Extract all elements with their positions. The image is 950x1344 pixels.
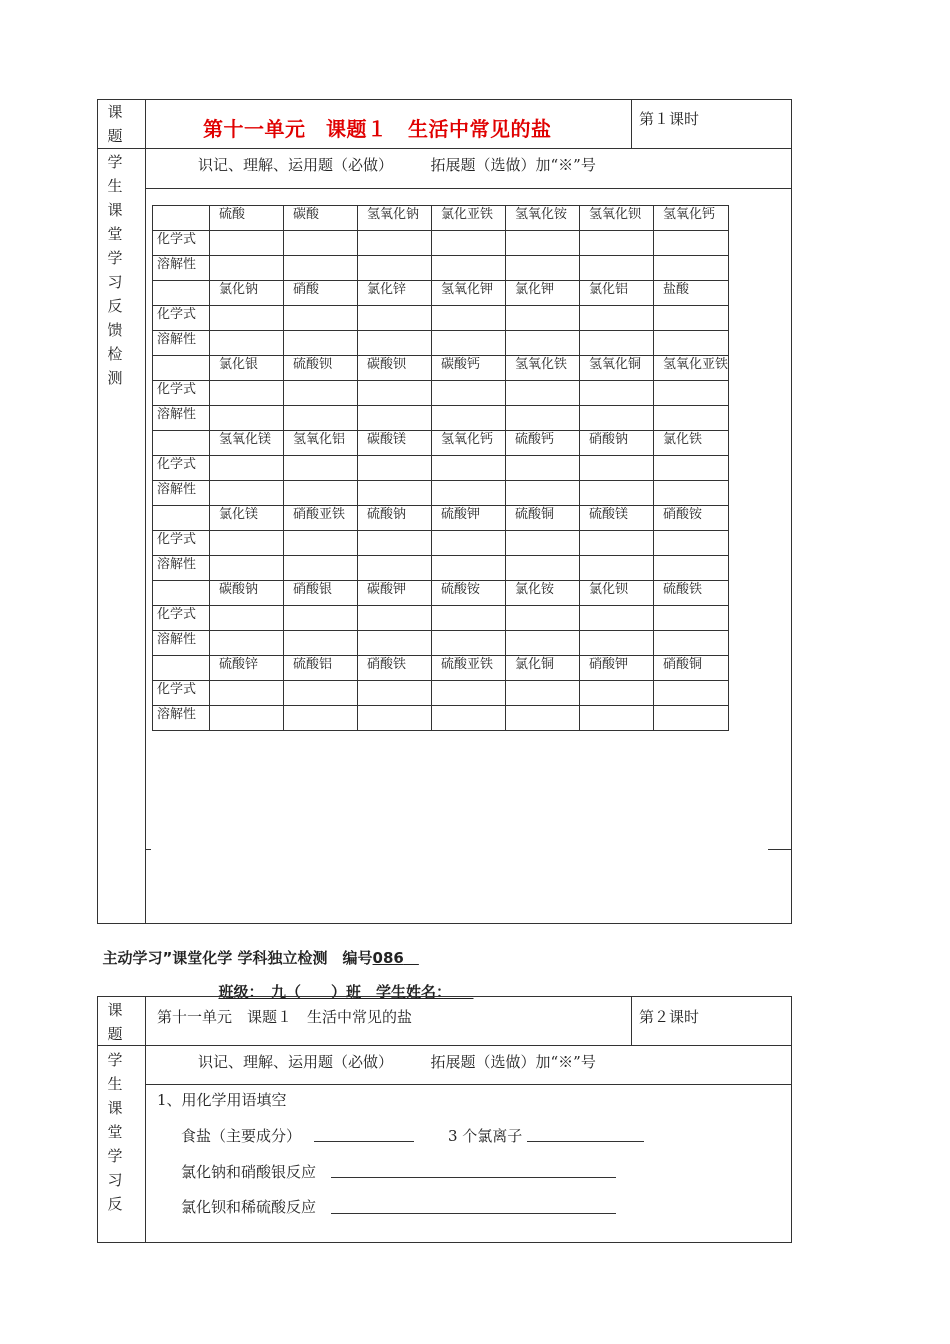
formula-answer-cell[interactable]: [284, 681, 358, 706]
compound-name-cell: 硝酸钠: [580, 431, 654, 456]
formula-row: [153, 606, 729, 631]
formula-answer-cell[interactable]: [506, 381, 580, 406]
compound-header-row: [153, 206, 729, 231]
class-name-line: 班级： 九（ ）班 学生姓名：: [218, 983, 444, 1001]
solubility-answer-cell[interactable]: [580, 331, 654, 356]
formula-answer-cell[interactable]: [654, 531, 729, 556]
solubility-answer-cell[interactable]: [506, 556, 580, 581]
compound-name-cell: 硝酸铁: [358, 656, 432, 681]
side-top-label-2: 课 题: [107, 1001, 123, 1043]
formula-label: 化学式: [153, 231, 210, 256]
lesson-title: 第十一单元 课题１ 生活中常见的盐: [203, 117, 552, 141]
solubility-answer-cell[interactable]: [284, 406, 358, 431]
compound-name-cell: 硝酸铜: [654, 656, 729, 681]
empty-label-cell: [153, 431, 210, 456]
solubility-answer-cell[interactable]: [432, 256, 506, 281]
solubility-label: 溶解性: [153, 481, 210, 506]
solubility-answer-cell[interactable]: [506, 406, 580, 431]
empty-label-cell: [153, 281, 210, 306]
formula-row: [153, 381, 729, 406]
formula-answer-cell[interactable]: [506, 531, 580, 556]
compound-name-cell: 氯化镁: [210, 506, 284, 531]
solubility-answer-cell[interactable]: [432, 331, 506, 356]
solubility-answer-cell[interactable]: [210, 481, 284, 506]
compound-name-cell: 碳酸镁: [358, 431, 432, 456]
compound-header-row: [153, 356, 729, 381]
solubility-answer-cell[interactable]: [580, 481, 654, 506]
empty-label-cell: [153, 206, 210, 231]
compound-name-cell: 硝酸钾: [580, 656, 654, 681]
formula-answer-cell[interactable]: [432, 306, 506, 331]
formula-answer-cell[interactable]: [654, 456, 729, 481]
compound-name-cell: 硝酸银: [284, 581, 358, 606]
solubility-answer-cell[interactable]: [210, 406, 284, 431]
solubility-answer-cell[interactable]: [284, 631, 358, 656]
compound-name-cell: 氢氧化铁: [506, 356, 580, 381]
solubility-row: [153, 331, 729, 356]
solubility-answer-cell[interactable]: [654, 631, 729, 656]
formula-answer-cell[interactable]: [654, 306, 729, 331]
compound-name-cell: 碳酸钾: [358, 581, 432, 606]
solubility-answer-cell[interactable]: [506, 331, 580, 356]
compound-name-cell: 硫酸铵: [432, 581, 506, 606]
compound-header-row: [153, 281, 729, 306]
right-tick: [768, 849, 792, 850]
solubility-answer-cell[interactable]: [580, 631, 654, 656]
answer-blank-1c[interactable]: [331, 1177, 616, 1178]
formula-answer-cell[interactable]: [506, 606, 580, 631]
solubility-answer-cell[interactable]: [654, 706, 729, 731]
solubility-answer-cell[interactable]: [506, 481, 580, 506]
solubility-answer-cell[interactable]: [506, 631, 580, 656]
formula-row: [153, 306, 729, 331]
formula-answer-cell[interactable]: [358, 606, 432, 631]
solubility-row: [153, 406, 729, 431]
compound-name-cell: 碳酸: [284, 206, 358, 231]
compound-name-cell: 氢氧化镁: [210, 431, 284, 456]
compound-name-cell: 碳酸钠: [210, 581, 284, 606]
answer-blank-1d[interactable]: [331, 1213, 616, 1214]
empty-label-cell: [153, 581, 210, 606]
formula-answer-cell[interactable]: [580, 456, 654, 481]
formula-label: 化学式: [153, 681, 210, 706]
lesson-period: 第１课时: [639, 110, 700, 128]
empty-label-cell: [153, 656, 210, 681]
formula-answer-cell[interactable]: [506, 456, 580, 481]
compound-header-row: [153, 431, 729, 456]
compound-name-cell: 硫酸铝: [284, 656, 358, 681]
solubility-answer-cell[interactable]: [284, 481, 358, 506]
formula-answer-cell[interactable]: [432, 531, 506, 556]
compound-name-cell: 硫酸锌: [210, 656, 284, 681]
compound-name-cell: 硫酸钾: [432, 506, 506, 531]
formula-answer-cell[interactable]: [284, 306, 358, 331]
subtitle-row-divider: [145, 188, 792, 189]
compound-name-cell: 氯化亚铁: [432, 206, 506, 231]
compound-name-cell: 硝酸铵: [654, 506, 729, 531]
solubility-label: 溶解性: [153, 331, 210, 356]
title-row-divider-2: [97, 1045, 792, 1046]
solubility-answer-cell[interactable]: [358, 631, 432, 656]
question-1d: 氯化钡和稀硫酸反应: [181, 1198, 317, 1216]
formula-row: [153, 456, 729, 481]
formula-answer-cell[interactable]: [210, 456, 284, 481]
formula-row: [153, 531, 729, 556]
compound-name-cell: 氢氧化钾: [432, 281, 506, 306]
test-number: 086: [372, 949, 404, 967]
compound-name-cell: 氢氧化钙: [432, 431, 506, 456]
formula-answer-cell[interactable]: [358, 531, 432, 556]
compound-name-cell: 氯化铁: [654, 431, 729, 456]
lesson-subtitle-2: 识记、理解、运用题（必做） 拓展题（选做）加“※”号: [198, 1053, 596, 1071]
formula-answer-cell[interactable]: [210, 606, 284, 631]
formula-answer-cell[interactable]: [210, 381, 284, 406]
compound-name-cell: 硫酸铜: [506, 506, 580, 531]
formula-answer-cell[interactable]: [654, 231, 729, 256]
formula-answer-cell[interactable]: [432, 456, 506, 481]
compound-name-cell: 氯化钠: [210, 281, 284, 306]
compound-name-cell: 氢氧化钡: [580, 206, 654, 231]
compound-name-cell: 氯化钾: [506, 281, 580, 306]
compound-header-row: [153, 581, 729, 606]
solubility-answer-cell[interactable]: [432, 631, 506, 656]
formula-answer-cell[interactable]: [580, 306, 654, 331]
question-1a: 食盐（主要成分）: [181, 1127, 302, 1145]
compound-name-cell: 氯化银: [210, 356, 284, 381]
compound-name-cell: 氢氧化钙: [654, 206, 729, 231]
formula-answer-cell[interactable]: [432, 231, 506, 256]
formula-answer-cell[interactable]: [580, 681, 654, 706]
formula-row: [153, 231, 729, 256]
compound-name-cell: 氯化锌: [358, 281, 432, 306]
formula-answer-cell[interactable]: [284, 381, 358, 406]
side-column-divider: [145, 99, 146, 924]
compound-header-row: [153, 506, 729, 531]
compound-name-cell: 氯化铵: [506, 581, 580, 606]
solubility-row: [153, 481, 729, 506]
solubility-answer-cell[interactable]: [432, 406, 506, 431]
solubility-answer-cell[interactable]: [654, 556, 729, 581]
solubility-answer-cell[interactable]: [284, 331, 358, 356]
formula-answer-cell[interactable]: [506, 231, 580, 256]
solubility-label: 溶解性: [153, 556, 210, 581]
compound-name-cell: 硝酸亚铁: [284, 506, 358, 531]
solubility-answer-cell[interactable]: [284, 556, 358, 581]
formula-answer-cell[interactable]: [210, 531, 284, 556]
solubility-answer-cell[interactable]: [358, 706, 432, 731]
solubility-answer-cell[interactable]: [580, 256, 654, 281]
formula-answer-cell[interactable]: [580, 381, 654, 406]
compound-name-cell: 硫酸镁: [580, 506, 654, 531]
compound-name-cell: 硫酸: [210, 206, 284, 231]
formula-answer-cell[interactable]: [284, 606, 358, 631]
compound-header-row: [153, 656, 729, 681]
formula-answer-cell[interactable]: [654, 381, 729, 406]
side-top-label: 课 题: [107, 103, 123, 145]
formula-answer-cell[interactable]: [358, 681, 432, 706]
lesson-title-2: 第十一单元 课题１ 生活中常见的盐: [157, 1008, 413, 1026]
formula-answer-cell[interactable]: [506, 306, 580, 331]
compound-name-cell: 氢氧化亚铁: [654, 356, 729, 381]
solubility-answer-cell[interactable]: [506, 256, 580, 281]
answer-blank-1b[interactable]: [527, 1141, 644, 1142]
compound-name-cell: 硫酸钙: [506, 431, 580, 456]
solubility-answer-cell[interactable]: [358, 556, 432, 581]
formula-label: 化学式: [153, 306, 210, 331]
empty-label-cell: [153, 356, 210, 381]
solubility-answer-cell[interactable]: [210, 706, 284, 731]
solubility-label: 溶解性: [153, 706, 210, 731]
solubility-answer-cell[interactable]: [432, 706, 506, 731]
solubility-answer-cell[interactable]: [210, 331, 284, 356]
formula-answer-cell[interactable]: [654, 681, 729, 706]
compound-name-cell: 硝酸: [284, 281, 358, 306]
solubility-answer-cell[interactable]: [358, 331, 432, 356]
compound-name-cell: 氯化铜: [506, 656, 580, 681]
solubility-answer-cell[interactable]: [654, 481, 729, 506]
question-1: 1、用化学用语填空: [157, 1091, 287, 1109]
solubility-label: 溶解性: [153, 406, 210, 431]
formula-row: [153, 681, 729, 706]
solubility-answer-cell[interactable]: [580, 406, 654, 431]
question-1c: 氯化钠和硝酸银反应: [181, 1163, 317, 1181]
formula-answer-cell[interactable]: [210, 306, 284, 331]
compound-name-cell: 氯化钡: [580, 581, 654, 606]
formula-answer-cell[interactable]: [210, 231, 284, 256]
formula-answer-cell[interactable]: [358, 306, 432, 331]
solubility-answer-cell[interactable]: [358, 406, 432, 431]
formula-answer-cell[interactable]: [580, 231, 654, 256]
formula-answer-cell[interactable]: [580, 531, 654, 556]
compound-name-cell: 硫酸钡: [284, 356, 358, 381]
side-column-divider-2: [145, 996, 146, 1243]
formula-answer-cell[interactable]: [284, 456, 358, 481]
solubility-answer-cell[interactable]: [210, 256, 284, 281]
compound-name-cell: 碳酸钙: [432, 356, 506, 381]
empty-label-cell: [153, 506, 210, 531]
formula-answer-cell[interactable]: [284, 231, 358, 256]
compound-name-cell: 硫酸亚铁: [432, 656, 506, 681]
compound-name-cell: 氢氧化钠: [358, 206, 432, 231]
compound-name-cell: 盐酸: [654, 281, 729, 306]
solubility-answer-cell[interactable]: [358, 481, 432, 506]
solubility-answer-cell[interactable]: [506, 706, 580, 731]
formula-answer-cell[interactable]: [432, 606, 506, 631]
side-section-label: 学 生 课 堂 学 习 反 馈 检 测: [107, 153, 123, 387]
solubility-answer-cell[interactable]: [432, 481, 506, 506]
formula-label: 化学式: [153, 456, 210, 481]
compound-name-cell: 硫酸铁: [654, 581, 729, 606]
period-column-divider: [631, 99, 632, 149]
solubility-answer-cell[interactable]: [284, 256, 358, 281]
formula-label: 化学式: [153, 606, 210, 631]
lesson-period-2: 第２课时: [639, 1008, 700, 1026]
solubility-row: [153, 256, 729, 281]
compound-name-cell: 氢氧化铵: [506, 206, 580, 231]
title-row-divider: [97, 148, 792, 149]
solubility-answer-cell[interactable]: [654, 331, 729, 356]
question-1b: 3 个氯离子: [448, 1127, 523, 1145]
compound-name-cell: 氢氧化铝: [284, 431, 358, 456]
solubility-row: [153, 631, 729, 656]
solubility-answer-cell[interactable]: [654, 256, 729, 281]
period-column-divider-2: [631, 996, 632, 1046]
formula-answer-cell[interactable]: [432, 381, 506, 406]
answer-blank-1a[interactable]: [314, 1141, 414, 1142]
formula-answer-cell[interactable]: [358, 231, 432, 256]
solubility-row: [153, 556, 729, 581]
formula-label: 化学式: [153, 381, 210, 406]
formula-answer-cell[interactable]: [432, 681, 506, 706]
compound-name-cell: 碳酸钡: [358, 356, 432, 381]
solubility-answer-cell[interactable]: [284, 706, 358, 731]
compound-name-cell: 硫酸钠: [358, 506, 432, 531]
compound-name-cell: 氯化铝: [580, 281, 654, 306]
solubility-answer-cell[interactable]: [654, 406, 729, 431]
compound-name-cell: 氢氧化铜: [580, 356, 654, 381]
solubility-answer-cell[interactable]: [580, 556, 654, 581]
formula-answer-cell[interactable]: [654, 606, 729, 631]
formula-label: 化学式: [153, 531, 210, 556]
formula-answer-cell[interactable]: [358, 381, 432, 406]
formula-answer-cell[interactable]: [210, 681, 284, 706]
side-section-label-2: 学 生 课 堂 学 习 反: [107, 1051, 123, 1213]
formula-answer-cell[interactable]: [358, 456, 432, 481]
solubility-answer-cell[interactable]: [210, 631, 284, 656]
formula-answer-cell[interactable]: [506, 681, 580, 706]
salts-table: [152, 205, 729, 731]
formula-answer-cell[interactable]: [284, 531, 358, 556]
solubility-answer-cell[interactable]: [432, 556, 506, 581]
formula-answer-cell[interactable]: [580, 606, 654, 631]
test-header: 主动学习”课堂化学 学科独立检测 编号086: [102, 949, 404, 967]
solubility-label: 溶解性: [153, 256, 210, 281]
left-tick: [145, 849, 151, 850]
solubility-label: 溶解性: [153, 631, 210, 656]
solubility-row: [153, 706, 729, 731]
solubility-answer-cell[interactable]: [358, 256, 432, 281]
lesson-subtitle: 识记、理解、运用题（必做） 拓展题（选做）加“※”号: [198, 156, 596, 174]
solubility-answer-cell[interactable]: [210, 556, 284, 581]
subtitle-row-divider-2: [145, 1084, 792, 1085]
solubility-answer-cell[interactable]: [580, 706, 654, 731]
